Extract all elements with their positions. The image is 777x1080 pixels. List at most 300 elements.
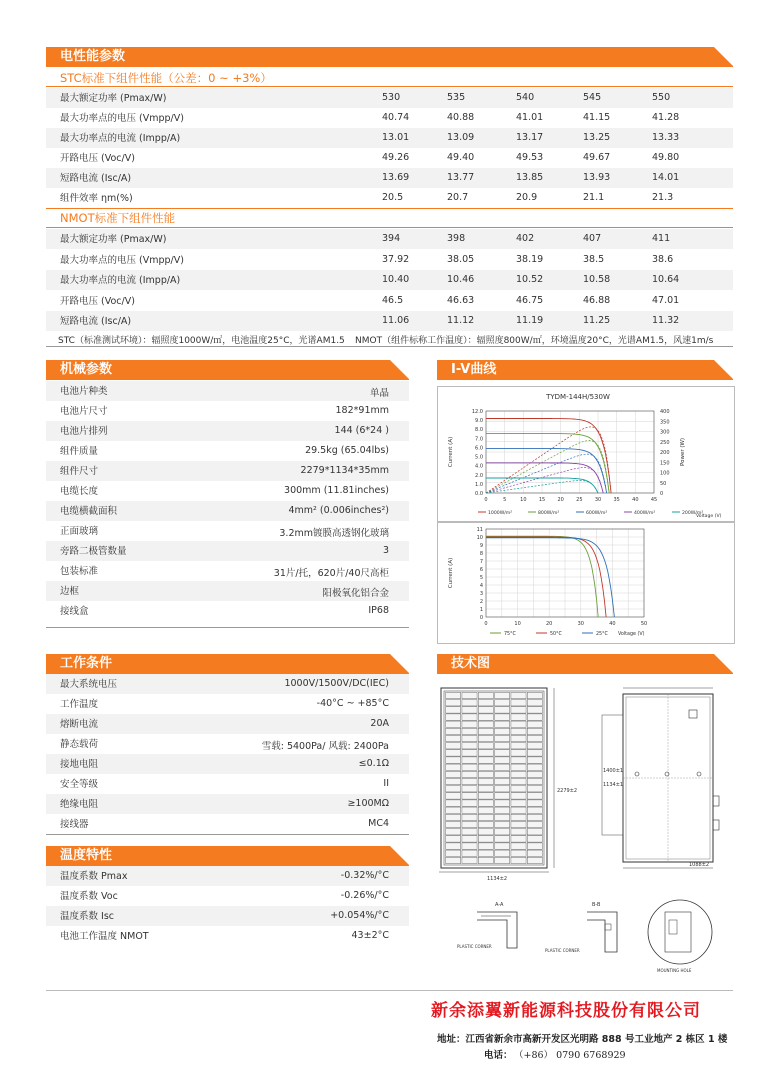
- stc-cell: 49.40: [447, 152, 475, 163]
- mechanical-row-label: 组件质量: [60, 446, 99, 457]
- stc-row-label: 最大功率点的电压 (Vmpp/V): [60, 113, 184, 124]
- working-row: [46, 714, 409, 734]
- solar-cell: [462, 836, 477, 842]
- solar-cell: [478, 757, 493, 763]
- chart2-ytick: 4: [479, 583, 483, 589]
- nmot-row: [46, 229, 733, 249]
- mechanical-row-label: 电缆长度: [60, 486, 99, 497]
- mechanical-row: [46, 481, 409, 501]
- temperature-title: 温度特性: [60, 848, 113, 863]
- stc-row: [46, 128, 733, 148]
- solar-cell: [495, 757, 510, 763]
- footnote-nmot: NMOT（组件标称工作温度）：辐照度800W/㎡，环境温度20°C，光谱AM1.5，风速1m/s: [355, 336, 714, 346]
- mechanical-header: [46, 360, 409, 380]
- mechanical-row-label: 组件尺寸: [60, 466, 99, 477]
- solar-cell: [462, 743, 477, 749]
- solar-cell: [495, 807, 510, 813]
- dim-width-label: 1134±2: [487, 876, 508, 882]
- chart1-xtick: 30: [594, 497, 602, 503]
- solar-cell: [511, 721, 526, 727]
- solar-cell: [527, 843, 542, 849]
- solar-cell: [511, 821, 526, 827]
- stc-cell: 20.5: [382, 192, 404, 203]
- chart1-xtick: 35: [613, 497, 620, 503]
- solar-cell: [527, 778, 542, 784]
- chart1-legend-label: 400W/m²: [634, 511, 656, 516]
- solar-cell: [495, 786, 510, 792]
- solar-cell: [495, 764, 510, 770]
- section-b-detail: [545, 902, 617, 953]
- stc-cell: 13.09: [447, 132, 475, 143]
- stc-cell: 13.77: [447, 172, 475, 183]
- chart1-ytick: 12.0: [471, 409, 483, 415]
- mechanical-row-label: 电池片尺寸: [60, 406, 108, 417]
- solar-cell: [495, 714, 510, 720]
- nmot-row-label: 最大功率点的电压 (Vmpp/V): [60, 254, 184, 266]
- working-row-value: MC4: [368, 818, 389, 829]
- nmot-row: [46, 291, 733, 311]
- working-row: [46, 674, 409, 694]
- working-row: [46, 774, 409, 794]
- chart2-xlabel: Voltage (V): [618, 632, 645, 637]
- solar-cell: [462, 692, 477, 698]
- solar-cell: [478, 807, 493, 813]
- working-row: [46, 734, 409, 754]
- solar-cell: [446, 850, 461, 856]
- stc-cell: 20.7: [447, 192, 469, 203]
- tech-header: [437, 654, 733, 674]
- stc-cell: 530: [382, 92, 401, 103]
- solar-cell: [527, 735, 542, 741]
- electrical-title: 电性能参数: [60, 49, 126, 64]
- chart2-ytick: 0: [479, 615, 483, 621]
- mechanical-row: [46, 541, 409, 561]
- chart2-ytick: 2: [479, 599, 483, 605]
- solar-cell: [478, 793, 493, 799]
- solar-cell: [511, 700, 526, 706]
- mechanical-row-value: 29.5kg (65.04lbs): [305, 445, 389, 456]
- chart2-legend-label: 50°C: [550, 632, 562, 637]
- chart1-legend-label: 600W/m²: [586, 511, 608, 516]
- solar-cell: [446, 821, 461, 827]
- solar-cell: [511, 728, 526, 734]
- chart1-legend-label: 200W/m²: [682, 511, 704, 516]
- solar-cell: [462, 771, 477, 777]
- nmot-row-label: 开路电压 (Voc/V): [60, 295, 135, 307]
- chart1-y2tick: 50: [660, 480, 667, 487]
- nmot-row-label: 最大功率点的电流 (Impp/A): [60, 275, 181, 286]
- solar-cell: [462, 721, 477, 727]
- stc-cell: 49.26: [382, 152, 410, 163]
- chart1-ytick: 5.0: [475, 454, 483, 461]
- stc-subtitle: STC标准下组件性能（公差：0 ~ +3%）: [60, 71, 272, 85]
- stc-cell: 21.3: [652, 192, 674, 203]
- nmot-cell: 38.19: [516, 253, 544, 265]
- solar-cell: [478, 721, 493, 727]
- stc-row-label: 开路电压 (Voc/V): [60, 153, 135, 164]
- working-row-label: 工作温度: [60, 699, 99, 710]
- solar-cell: [527, 743, 542, 749]
- stc-cell: 49.53: [516, 152, 544, 163]
- mounting-hole-label: MOUNTING HOLE: [657, 968, 692, 973]
- nmot-cell: 398: [447, 233, 466, 244]
- stc-row: [46, 108, 733, 128]
- solar-cell: [511, 750, 526, 756]
- chart2-series: [486, 538, 614, 617]
- solar-cell: [511, 757, 526, 763]
- stc-cell: 20.9: [516, 192, 538, 203]
- working-bottom-rule: [46, 834, 409, 835]
- stc-cell: 14.01: [652, 172, 680, 183]
- chart1-ytick: 8.0: [475, 427, 483, 434]
- chart2-series: [486, 536, 598, 617]
- working-row-label: 接线器: [60, 819, 89, 830]
- chart2-xtick: 10: [514, 621, 521, 627]
- footer-rule: [46, 990, 733, 991]
- solar-cell: [478, 843, 493, 849]
- chart1-legend-label: 800W/m²: [538, 511, 560, 516]
- solar-cell: [462, 735, 477, 741]
- solar-cell: [446, 786, 461, 792]
- stc-cell: 40.74: [382, 112, 410, 123]
- chart1-xtick: 45: [650, 497, 658, 503]
- mechanical-row-value: 144 (6*24 ): [334, 425, 389, 436]
- chart2-legend-label: 75°C: [504, 632, 516, 637]
- solar-cell: [511, 735, 526, 741]
- mechanical-row-value: 单晶: [369, 388, 389, 399]
- mechanical-row: [46, 561, 409, 581]
- solar-cell: [446, 829, 461, 835]
- chart1-xtick: 20: [557, 497, 564, 503]
- temperature-row-label: 温度系数 Isc: [60, 911, 114, 922]
- nmot-subtitle: NMOT标准下组件性能: [60, 211, 176, 225]
- chart1-ytick: 7.0: [475, 436, 483, 443]
- solar-cell: [462, 850, 477, 856]
- solar-cell: [478, 750, 493, 756]
- solar-cell: [478, 707, 493, 713]
- chart1-xtick: 0: [484, 497, 488, 503]
- stc-row: [46, 188, 733, 208]
- stc-cell: 550: [652, 92, 671, 103]
- chart1-ytick: 0.0: [475, 491, 483, 497]
- mechanical-row-value: 3: [382, 545, 389, 556]
- solar-cell: [462, 778, 477, 784]
- solar-cell: [495, 793, 510, 799]
- temperature-row-value: -0.26%/°C: [340, 890, 389, 901]
- solar-cell: [527, 807, 542, 813]
- working-row-label: 熔断电流: [60, 719, 99, 730]
- mechanical-row-value: 300mm (11.81inches): [284, 485, 389, 496]
- temperature-row: [46, 866, 409, 886]
- stc-cell: 13.01: [382, 132, 410, 143]
- stc-cell: 21.1: [583, 192, 605, 203]
- nmot-cell: 11.06: [382, 315, 410, 326]
- working-row-label: 接地电阻: [60, 759, 99, 770]
- solar-cell: [495, 814, 510, 820]
- footnote-stc: STC（标准测试环境）：辐照度1000W/㎡，电池温度25°C，光谱AM1.5: [58, 336, 345, 346]
- dim-a-label: 1400±1: [603, 768, 624, 774]
- solar-cell: [446, 778, 461, 784]
- solar-cell: [462, 757, 477, 763]
- nmot-cell: 38.05: [447, 253, 475, 265]
- mechanical-row-value: 4mm² (0.006inches²): [288, 505, 389, 516]
- solar-cell: [462, 829, 477, 835]
- solar-cell: [495, 800, 510, 806]
- iv-chart-1-frame: [437, 386, 735, 522]
- chart1-xtick: 15: [538, 497, 546, 503]
- mechanical-row: [46, 601, 409, 621]
- iv-irradiance-chart: [438, 387, 734, 521]
- chart1-y2tick: 200: [660, 450, 670, 456]
- solar-cell: [478, 800, 493, 806]
- chart2-ytick: 6: [479, 567, 483, 573]
- chart1-legend-label: 1000W/m²: [488, 511, 513, 516]
- mechanical-row-label: 边框: [60, 586, 80, 597]
- mechanical-row-label: 接线盒: [60, 606, 89, 617]
- nmot-cell: 11.19: [516, 315, 544, 326]
- chart2-ytick: 1: [479, 607, 483, 613]
- nmot-cell: 394: [382, 233, 401, 244]
- mechanical-row-value: 2279*1134*35mm: [300, 465, 389, 476]
- solar-cell: [511, 707, 526, 713]
- mechanical-row-label: 包装标准: [60, 566, 99, 577]
- stc-cell: 545: [583, 92, 602, 103]
- chart1-xtick: 25: [576, 497, 583, 503]
- solar-cell: [462, 807, 477, 813]
- chart2-ytick: 7: [479, 559, 483, 565]
- working-row-value: ≤0.1Ω: [358, 758, 389, 769]
- solar-cell: [511, 771, 526, 777]
- stc-cell: 49.80: [652, 152, 680, 163]
- chart1-y2tick: 0: [660, 491, 664, 497]
- nmot-row-label: 最大额定功率 (Pmax/W): [60, 234, 167, 245]
- solar-cell: [527, 757, 542, 763]
- chart2-xtick: 20: [546, 621, 553, 627]
- solar-cell: [462, 764, 477, 770]
- chart1-xtick: 40: [632, 497, 639, 503]
- solar-cell: [462, 800, 477, 806]
- stc-cell: 13.33: [652, 132, 680, 143]
- electrical-bottom-rule: [46, 346, 733, 347]
- solar-cell: [527, 764, 542, 770]
- solar-cell: [527, 700, 542, 706]
- solar-cell: [511, 800, 526, 806]
- panel-back-view: [602, 688, 719, 868]
- solar-cell: [478, 814, 493, 820]
- solar-cell: [495, 771, 510, 777]
- solar-cell: [446, 793, 461, 799]
- temperature-row-value: 43±2°C: [351, 930, 389, 941]
- solar-cell: [446, 714, 461, 720]
- solar-cell: [462, 843, 477, 849]
- solar-cell: [478, 778, 493, 784]
- temperature-row-label: 电池工作温度 NMOT: [60, 931, 149, 942]
- working-row: [46, 754, 409, 774]
- solar-cell: [527, 692, 542, 698]
- solar-cell: [511, 857, 526, 863]
- nmot-cell: 46.5: [382, 294, 404, 306]
- solar-cell: [527, 707, 542, 713]
- stc-cell: 41.15: [583, 112, 611, 123]
- company-phone: （+86） 0790 6768929: [514, 1050, 626, 1061]
- chart1-xlabel: Voltage (V): [696, 514, 722, 519]
- solar-cell: [495, 857, 510, 863]
- dim-height-label: 2279±2: [557, 788, 578, 794]
- chart1-ytick: 1.0: [475, 481, 483, 488]
- stc-row: [46, 88, 733, 108]
- solar-cell: [527, 836, 542, 842]
- mechanical-row-label: 电缆横截面积: [60, 506, 118, 517]
- solar-cell: [462, 814, 477, 820]
- stc-row: [46, 148, 733, 168]
- mechanical-row-label: 旁路二极管数量: [60, 546, 127, 557]
- working-row-value: 1000V/1500V/DC(IEC): [284, 678, 389, 689]
- solar-cell: [527, 771, 542, 777]
- solar-cell: [478, 829, 493, 835]
- solar-cell: [495, 850, 510, 856]
- solar-cell: [511, 786, 526, 792]
- chart1-series-current: [486, 449, 607, 493]
- solar-cell: [478, 786, 493, 792]
- solar-cell: [478, 692, 493, 698]
- chart1-ylabel: Current (A): [448, 436, 454, 468]
- solar-cell: [478, 764, 493, 770]
- chart1-xtick: 5: [503, 497, 507, 503]
- chart1-ytick: 4.0: [475, 463, 483, 470]
- mechanical-row: [46, 581, 409, 601]
- working-title: 工作条件: [60, 656, 113, 671]
- nmot-cell: 10.64: [652, 274, 680, 285]
- stc-row-label: 短路电流 (Isc/A): [60, 173, 132, 184]
- solar-cell: [462, 786, 477, 792]
- chart1-y2tick: 100: [660, 470, 670, 477]
- solar-cell: [462, 700, 477, 706]
- temperature-header: [46, 846, 409, 866]
- solar-cell: [478, 700, 493, 706]
- stc-cell: 13.85: [516, 172, 544, 183]
- panel-front-view: [439, 688, 577, 882]
- company-name: 新余添翼新能源科技股份有限公司: [431, 1001, 701, 1021]
- solar-cell: [495, 692, 510, 698]
- chart2-xtick: 30: [577, 621, 584, 627]
- solar-cell: [495, 836, 510, 842]
- working-header: [46, 654, 409, 674]
- section-a-detail: [457, 902, 517, 949]
- solar-cell: [527, 721, 542, 727]
- chart1-ytick: 6.0: [475, 445, 483, 452]
- stc-row-label: 组件效率 ηm(%): [60, 193, 133, 204]
- chart2-ylabel: Current (A): [448, 557, 454, 589]
- mechanical-title: 机械参数: [60, 362, 113, 377]
- working-row-value: II: [383, 778, 389, 789]
- stc-divider: [46, 86, 733, 87]
- company-address: 地址：江西省新余市高新开发区光明路 888 号工业地产 2 栋区 1 楼: [437, 1034, 728, 1045]
- solar-cell: [462, 793, 477, 799]
- solar-cell: [478, 821, 493, 827]
- solar-cell: [446, 836, 461, 842]
- stc-cell: 13.17: [516, 132, 544, 143]
- solar-cell: [495, 728, 510, 734]
- temperature-row-value: +0.054%/°C: [330, 910, 389, 921]
- nmot-cell: 10.58: [583, 274, 611, 285]
- solar-cell: [495, 829, 510, 835]
- mechanical-row-label: 电池片种类: [60, 386, 108, 397]
- chart1-y2tick: 150: [660, 460, 670, 467]
- solar-cell: [527, 850, 542, 856]
- mechanical-row: [46, 521, 409, 541]
- chart2-ytick: 8: [479, 551, 483, 557]
- solar-cell: [495, 750, 510, 756]
- mechanical-bottom-rule: [46, 627, 409, 628]
- solar-cell: [446, 807, 461, 813]
- stc-row-label: 最大额定功率 (Pmax/W): [60, 93, 167, 104]
- working-row: [46, 794, 409, 814]
- chart2-ytick: 11: [476, 527, 483, 533]
- chart1-y2tick: 400: [660, 409, 670, 415]
- solar-cell: [511, 850, 526, 856]
- nmot-cell: 407: [583, 233, 602, 244]
- solar-cell: [527, 857, 542, 863]
- chart2-legend-label: 25°C: [596, 632, 608, 637]
- chart2-xtick: 50: [640, 621, 648, 627]
- solar-cell: [462, 821, 477, 827]
- solar-cell: [511, 714, 526, 720]
- solar-cell: [495, 743, 510, 749]
- solar-cell: [446, 700, 461, 706]
- nmot-cell: 10.46: [447, 274, 475, 285]
- solar-cell: [446, 743, 461, 749]
- temperature-row: [46, 906, 409, 926]
- chart2-ytick: 9: [479, 543, 483, 549]
- nmot-cell: 11.32: [652, 315, 680, 326]
- dim-b-label: 1134±1: [603, 782, 624, 788]
- solar-cell: [446, 857, 461, 863]
- chart2-xtick: 0: [484, 621, 488, 627]
- nmot-cell: 47.01: [652, 294, 680, 306]
- working-row: [46, 814, 409, 834]
- solar-cell: [446, 757, 461, 763]
- nmot-row: [46, 270, 733, 290]
- chart2-ytick: 5: [479, 575, 483, 581]
- mechanical-row-value: 31片/托，620片/40尺高柜: [273, 568, 389, 579]
- solar-cell: [527, 800, 542, 806]
- detail-b-label: B-B: [592, 902, 601, 908]
- nmot-cell: 11.25: [583, 315, 611, 326]
- solar-cell: [495, 721, 510, 727]
- nmot-cell: 38.5: [583, 253, 605, 265]
- stc-cell: 49.67: [583, 152, 611, 163]
- solar-cell: [446, 692, 461, 698]
- chart1-ytick: 9.0: [475, 418, 483, 425]
- solar-cell: [478, 850, 493, 856]
- mechanical-row: [46, 401, 409, 421]
- chart1-y2label: Power (W): [680, 437, 686, 467]
- chart2-xtick: 40: [609, 621, 616, 627]
- solar-cell: [527, 814, 542, 820]
- solar-cell: [527, 829, 542, 835]
- solar-cell: [478, 857, 493, 863]
- solar-cell: [511, 743, 526, 749]
- nmot-cell: 46.88: [583, 294, 611, 306]
- temperature-row: [46, 926, 409, 946]
- stc-cell: 13.69: [382, 172, 410, 183]
- mechanical-row-value: 阳极氧化铝合金: [322, 588, 389, 599]
- solar-cell: [478, 735, 493, 741]
- temperature-row-label: 温度系数 Voc: [60, 891, 118, 902]
- solar-cell: [495, 843, 510, 849]
- nmot-cell: 411: [652, 233, 671, 244]
- solar-cell: [511, 836, 526, 842]
